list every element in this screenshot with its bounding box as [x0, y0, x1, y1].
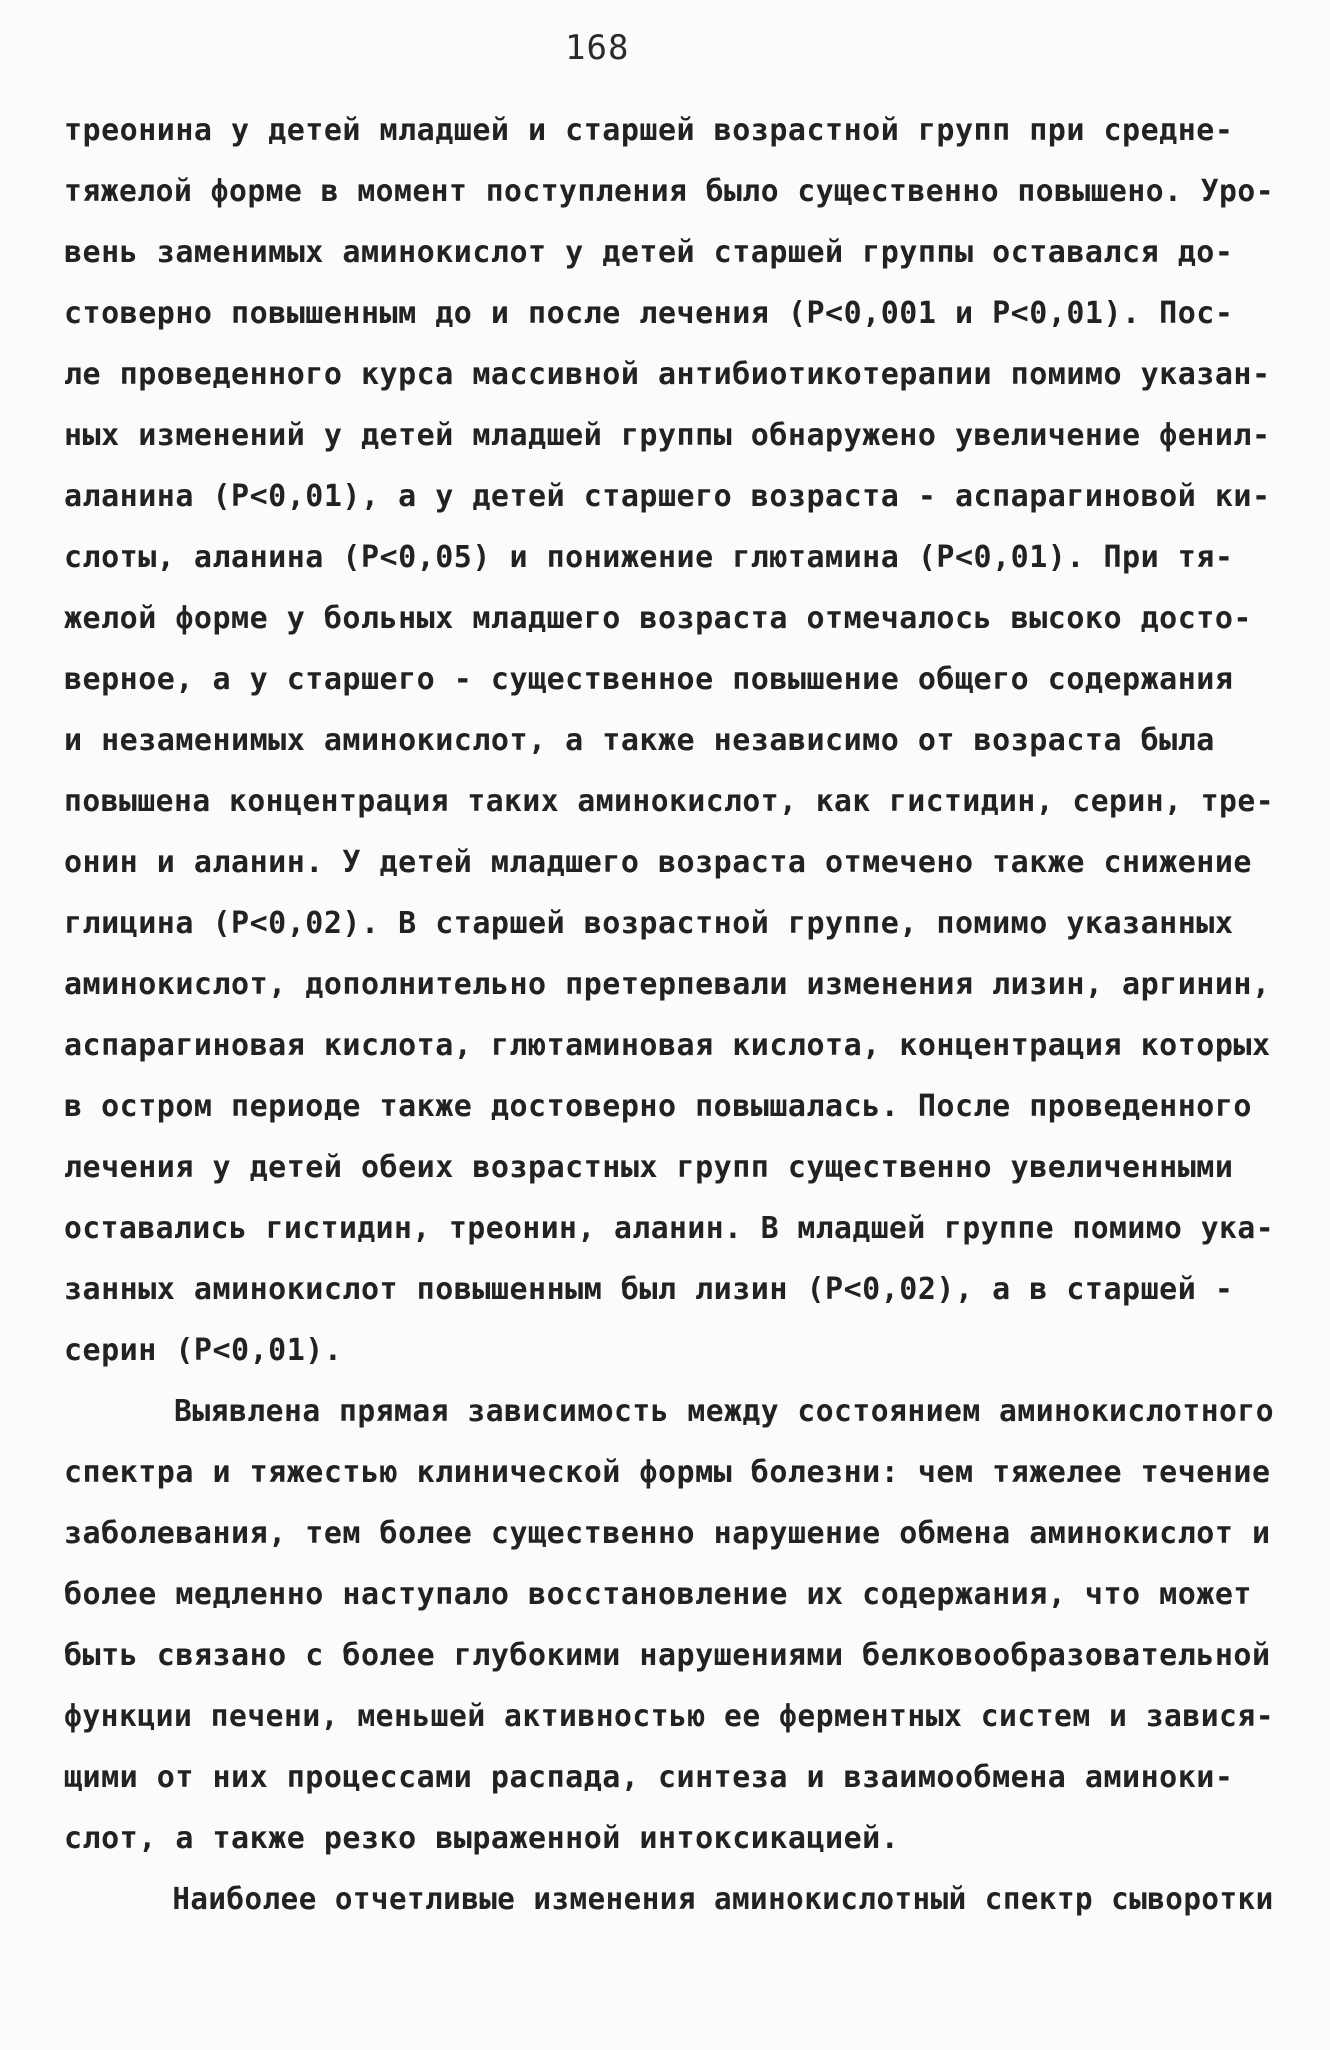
body-text: [64, 100, 1274, 1930]
text-line: тяжелой форме в момент поступления было существенно повышено. Уро-: [64, 174, 1275, 209]
text-line: онин и аланин. У детей младшего возраста отмечено также снижение: [64, 845, 1252, 880]
text-line: и незаменимых аминокислот, а также независимо от возраста была: [64, 723, 1215, 758]
text-line: функции печени, меньшей активностью ее ферментных систем и завися-: [64, 1699, 1275, 1734]
text-line: спектра и тяжестью клинической формы болезни: чем тяжелее течение: [64, 1455, 1271, 1490]
text-line: слот, а также резко выраженной интоксикацией.: [64, 1821, 900, 1856]
text-line: повышена концентрация таких аминокислот, как гистидин, серин, тре-: [64, 784, 1275, 819]
text-line: глицина (Р<0,02). В старшей возрастной группе, помимо указанных: [64, 906, 1234, 941]
text-line: верное, а у старшего - существенное повышение общего содержания: [64, 662, 1234, 697]
text-line: ных изменений у детей младшей группы обнаружено увеличение фенил-: [64, 418, 1271, 453]
text-line: лечения у детей обеих возрастных групп существенно увеличенными: [64, 1150, 1234, 1185]
text-line: в остром периоде также достоверно повышалась. После проведенного: [64, 1089, 1252, 1124]
text-line: ле проведенного курса массивной антибиотикотерапии помимо указан-: [64, 357, 1271, 392]
text-line: Выявлена прямая зависимость между состоянием аминокислотного: [64, 1394, 1275, 1429]
text-line: заболевания, тем более существенно нарушение обмена аминокислот и: [64, 1516, 1271, 1551]
text-line: Наиболее отчетливые изменения аминокислотный спектр сыворотки: [64, 1882, 1274, 1917]
text-line: слоты, аланина (Р<0,05) и понижение глютамина (Р<0,01). При тя-: [64, 540, 1234, 575]
text-line: вень заменимых аминокислот у детей старшей группы оставался до-: [64, 235, 1234, 270]
text-line: щими от них процессами распада, синтеза и взаимообмена аминоки-: [64, 1760, 1234, 1795]
text-line: стоверно повышенным до и после лечения (Р<0,001 и Р<0,01). Пос-: [64, 296, 1234, 331]
text-line: серин (Р<0,01).: [64, 1333, 343, 1368]
text-line: треонина у детей младшей и старшей возрастной групп при средне-: [64, 113, 1234, 148]
text-line: желой форме у больных младшего возраста отмечалось высоко досто-: [64, 601, 1252, 636]
page-number: 168: [565, 28, 630, 68]
text-line: оставались гистидин, треонин, аланин. В младшей группе помимо ука-: [64, 1211, 1275, 1246]
text-line: аминокислот, дополнительно претерпевали изменения лизин, аргинин,: [64, 967, 1271, 1002]
text-line: занных аминокислот повышенным был лизин (Р<0,02), а в старшей -: [64, 1272, 1234, 1307]
text-line: быть связано с более глубокими нарушениями белковообразовательной: [64, 1638, 1271, 1673]
text-line: более медленно наступало восстановление их содержания, что может: [64, 1577, 1252, 1612]
text-line: аспарагиновая кислота, глютаминовая кислота, концентрация которых: [64, 1028, 1271, 1063]
text-line: аланина (Р<0,01), а у детей старшего возраста - аспарагиновой ки-: [64, 479, 1271, 514]
